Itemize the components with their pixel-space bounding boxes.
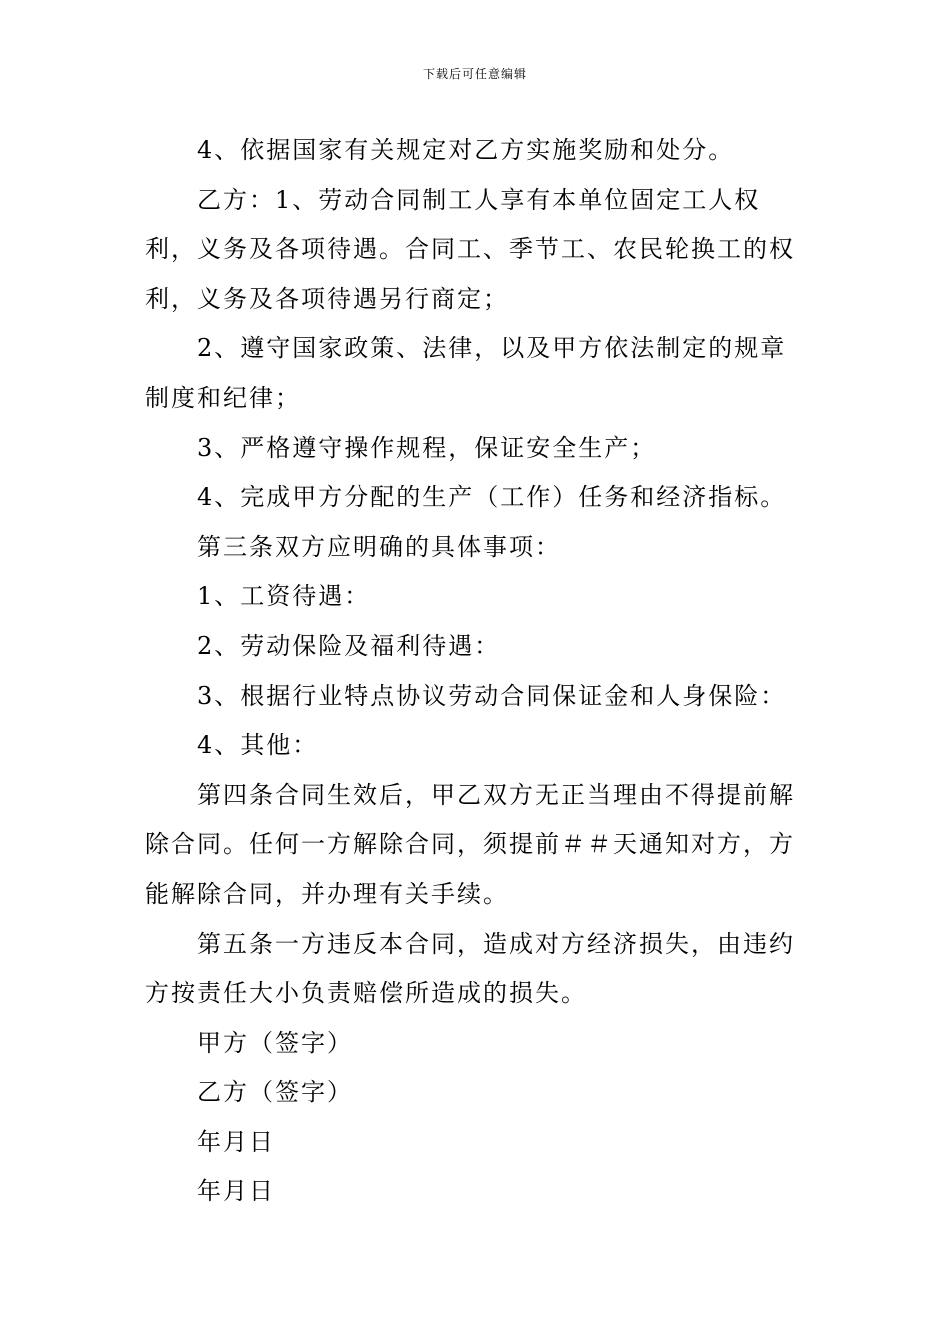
article-3-item-1: 1、工资待遇： [197,582,371,611]
article-3-item-2: 2、劳动保险及福利待遇： [197,631,501,660]
party-b-rights: 乙方：1、劳动合同制工人享有本单位固定工人权利，义务及各项待遇。合同工、季节工、农民轮换工的权利，义务及各项待遇另行商定； [145,185,795,313]
article-3-item-3: 3、根据行业特点协议劳动合同保证金和人身保险： [197,681,787,710]
page-header: 下载后可任意编辑 [422,67,527,81]
article-5: 第五条一方违反本合同，造成对方经济损失，由违约方按责任大小负责赔偿所造成的损失。 [145,929,795,1008]
article-4: 第四条合同生效后，甲乙双方无正当理由不得提前解除合同。任何一方解除合同，须提前＃＃天通知对方，方能解除合同，并办理有关手续。 [145,780,795,908]
date-line-2: 年月日 [197,1177,275,1206]
party-b-obligation-4: 4、完成甲方分配的生产（工作）任务和经济指标。 [197,483,787,512]
date-line-1: 年月日 [197,1127,275,1156]
document-body [145,126,810,1217]
party-b-signature: 乙方（签字） [197,1078,353,1107]
article-3-heading: 第三条双方应明确的具体事项： [197,532,561,561]
party-b-obligation-2: 2、遵守国家政策、法律，以及甲方依法制定的规章制度和纪律； [145,334,787,412]
party-a-signature: 甲方（签字） [197,1028,353,1057]
article-3-item-4: 4、其他： [197,731,319,760]
clause-4-rewards: 4、依据国家有关规定对乙方实施奖励和处分。 [197,136,735,164]
party-b-obligation-3: 3、严格遵守操作规程，保证安全生产； [197,433,657,462]
